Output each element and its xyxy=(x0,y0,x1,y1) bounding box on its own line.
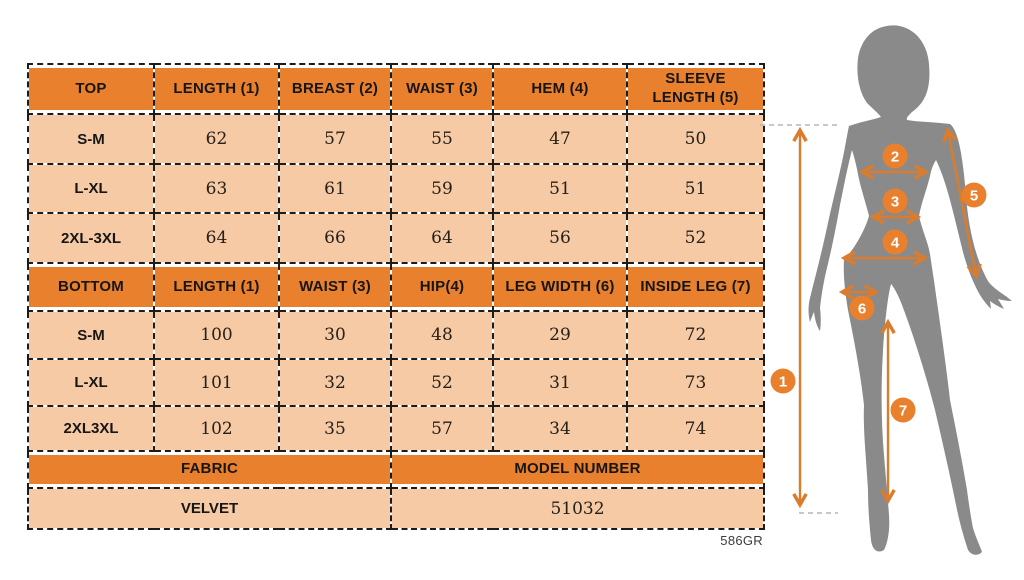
col-header-waist: WAIST (3) xyxy=(279,263,391,311)
measurement-value: 74 xyxy=(627,406,764,451)
measurement-value: 73 xyxy=(627,359,764,406)
svg-text:1: 1 xyxy=(778,373,788,391)
measurement-value: 55 xyxy=(391,114,493,164)
size-label: L-XL xyxy=(28,164,154,213)
measurement-marker-5 xyxy=(962,183,987,208)
fabric-header: FABRIC xyxy=(28,451,391,488)
measurement-value: 72 xyxy=(627,311,764,359)
measurement-marker-6 xyxy=(850,296,875,321)
size-label: L-XL xyxy=(28,359,154,406)
measurement-marker-1 xyxy=(771,369,796,394)
svg-text:5: 5 xyxy=(969,187,979,205)
svg-text:7: 7 xyxy=(898,402,908,420)
measurement-value: 64 xyxy=(391,213,493,263)
col-header-length: LENGTH (1) xyxy=(154,64,279,114)
col-header-breast: BREAST (2) xyxy=(279,64,391,114)
model-number-header: MODEL NUMBER xyxy=(391,451,764,488)
measurement-value: 50 xyxy=(627,114,764,164)
col-header-bottom: BOTTOM xyxy=(28,263,154,311)
col-header-top: TOP xyxy=(28,64,154,114)
col-header-leg-width: LEG WIDTH (6) xyxy=(493,263,627,311)
measurement-value: 52 xyxy=(391,359,493,406)
model-number-value: 51032 xyxy=(391,488,764,529)
measurement-value: 52 xyxy=(627,213,764,263)
col-header-length: LENGTH (1) xyxy=(154,263,279,311)
measurement-value: 101 xyxy=(154,359,279,406)
size-label: S-M xyxy=(28,114,154,164)
measurement-value: 57 xyxy=(279,114,391,164)
size-label: 2XL3XL xyxy=(28,406,154,451)
measurement-value: 48 xyxy=(391,311,493,359)
fabric-value: VELVET xyxy=(28,488,391,529)
col-header-hem: HEM (4) xyxy=(493,64,627,114)
svg-text:2: 2 xyxy=(890,148,900,166)
measurement-value: 59 xyxy=(391,164,493,213)
measurement-value: 35 xyxy=(279,406,391,451)
measurement-value: 31 xyxy=(493,359,627,406)
measurement-marker-7 xyxy=(891,398,916,423)
measurement-marker-4 xyxy=(883,230,908,255)
measurement-value: 56 xyxy=(493,213,627,263)
measurement-value: 62 xyxy=(154,114,279,164)
measurement-value: 29 xyxy=(493,311,627,359)
col-header-hip: HIP(4) xyxy=(391,263,493,311)
measurement-value: 63 xyxy=(154,164,279,213)
svg-text:4: 4 xyxy=(890,234,900,252)
measurement-value: 100 xyxy=(154,311,279,359)
measurement-value: 51 xyxy=(627,164,764,213)
measurement-value: 32 xyxy=(279,359,391,406)
measurement-value: 47 xyxy=(493,114,627,164)
product-code: 586GR xyxy=(720,533,763,548)
measurement-value: 57 xyxy=(391,406,493,451)
col-header-inside-leg: INSIDE LEG (7) xyxy=(627,263,764,311)
measurement-value: 66 xyxy=(279,213,391,263)
col-header-waist: WAIST (3) xyxy=(391,64,493,114)
measurement-value: 51 xyxy=(493,164,627,213)
measurement-value: 102 xyxy=(154,406,279,451)
measurement-value: 64 xyxy=(154,213,279,263)
measurement-value: 61 xyxy=(279,164,391,213)
measurement-value: 30 xyxy=(279,311,391,359)
svg-text:6: 6 xyxy=(857,300,867,318)
measurement-marker-3 xyxy=(883,189,908,214)
size-label: S-M xyxy=(28,311,154,359)
col-header-sleeve-length: SLEEVE LENGTH (5) xyxy=(627,64,764,114)
woman-silhouette xyxy=(809,25,1013,554)
measurement-value: 34 xyxy=(493,406,627,451)
measurement-marker-2 xyxy=(883,144,908,169)
svg-text:3: 3 xyxy=(890,193,900,211)
size-label: 2XL-3XL xyxy=(28,213,154,263)
